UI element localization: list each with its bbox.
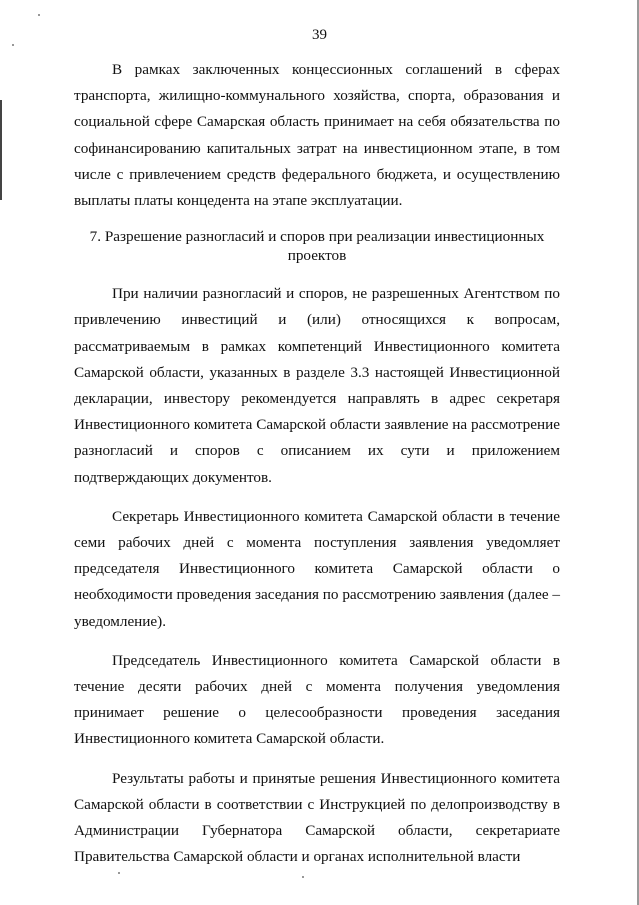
document-body bbox=[74, 57, 560, 883]
paragraph-concession-obligations: В рамках заключенных концессионных соглашений в сферах транспорта, жилищно-коммунального хозяйства, спорта, образования и социальной сфере Самарская область принимает на себя обязательства по софинансированию капитальных затрат на инвестиционном этапе, в том числе с привлечением средств федерального бюджета, и осуществлению выплаты платы концедента на этапе эксплуатации. bbox=[74, 61, 560, 210]
section-heading-line-2: проектов bbox=[287, 247, 347, 265]
paragraph-committee-results: Результаты работы и принятые решения Инвестиционного комитета Самарской области в соответствии с Инструкцией по делопроизводству в Администрации Губернатора Самарской области, секретариате Правительства Самарской области и органах исполнительной власти bbox=[74, 769, 560, 866]
page-number: 39 bbox=[312, 27, 327, 43]
paragraph-chairman-decision: Председатель Инвестиционного комитета Самарской области в течение десяти рабочих дней с момента получения уведомления принимает решение о целесообразности проведения заседания Инвестиционного комитета Самарской области. bbox=[74, 651, 560, 748]
section-heading-line-1: 7. Разрешение разногласий и споров при реализации инвестиционных bbox=[89, 228, 545, 246]
paragraph-secretary-notification: Секретарь Инвестиционного комитета Самарской области в течение семи рабочих дней с момента поступления заявления уведомляет председателя Инвестиционного комитета Самарской области о необходимости проведения заседания по рассмотрению заявления (далее – уведомление). bbox=[74, 507, 560, 630]
scan-speck bbox=[12, 44, 14, 46]
scan-margin-mark bbox=[0, 100, 2, 200]
paragraph-disputes-application: При наличии разногласий и споров, не разрешенных Агентством по привлечению инвестиций и (или) относящихся к вопросам, рассматриваемым в рамках компетенций Инвестиционного комитета Самарской области, указанных в разделе 3.3 настоящей Инвестиционной декларации, инвестору рекомендуется направлять в адрес секретаря Инвестиционного комитета Самарской области заявление на рассмотрение разногласий и споров с описанием их сути и приложением подтверждающих документов. bbox=[74, 285, 560, 486]
scan-speck bbox=[38, 14, 40, 16]
section-heading bbox=[74, 227, 560, 265]
